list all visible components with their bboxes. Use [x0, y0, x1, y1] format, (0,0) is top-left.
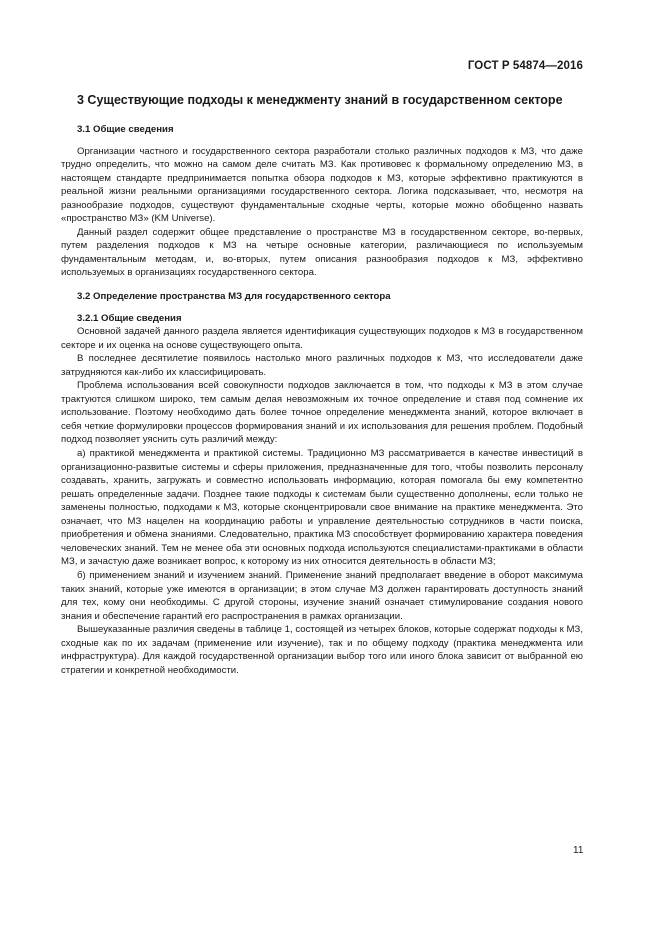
section-title: 3 Существующие подходы к менеджменту знаний в государственном секторе	[77, 93, 563, 107]
subsection-title-3-2: 3.2 Определение пространства МЗ для государственного сектора	[77, 291, 391, 303]
subsubsection-title-3-2-1: 3.2.1 Общие сведения	[77, 312, 182, 324]
paragraph: Данный раздел содержит общее представление о пространстве МЗ в государственном секторе, во-первых, путем разделения подходов к МЗ на четыре основные категории, различающиеся по используемым фундаментальным методам, и, во-вторых, путем описания разнообразия подходов к МЗ, эффективно используемых в организациях государственного сектора.	[61, 226, 583, 279]
standard-header: ГОСТ Р 54874—2016	[467, 60, 583, 72]
page-content	[61, 92, 583, 677]
paragraph: Проблема использования всей совокупности подходов заключается в том, что подходы к МЗ в этом случае трактуются слишком широко, тем самым делая невозможным их точное определение и ставя под сомнение их использование. Поэтому необходимо дать более точное определение менеджмента знаний, которое включает в себя четкие формулировки процессов формирования знаний и их использования для решения проблем. Подобный подход позволяет уяснить суть различий между:	[61, 380, 583, 446]
paragraph: Организации частного и государственного сектора разработали столько различных подходов к МЗ, что даже трудно определить, что можно на самом деле считать МЗ. Как противовес к формальному определению МЗ, в настоящем стандарте предпринимается попытка обзора подходов к МЗ, которые эффективно практикуются в реальной жизни реальными организациями государственного сектора. Логика подсказывает, что, несмотря на разнообразие подходов, существуют фундаментальные сходные черты, которые можно обобщенно назвать «пространство МЗ» (KM Universe).	[61, 145, 583, 225]
paragraph: Основной задачей данного раздела является идентификация существующих подходов к МЗ в государственном секторе и их оценка на основе существующего опыта.	[61, 326, 583, 351]
page-number: 11	[573, 845, 584, 856]
paragraph: Вышеуказанные различия сведены в таблице 1, состоящей из четырех блоков, которые содержат подходы к МЗ, сходные как по их задачам (применение или изучение), так и по общему подходу (практика менеджмента или инфраструктура). Для каждой государственной организации выбор того или иного блока зависит от выбранной ею стратегии и конкретной необходимости.	[61, 624, 583, 676]
list-item-a: а) практикой менеджмента и практикой системы. Традиционно МЗ рассматривается в качестве инвестиций в организационно-развитые системы и сферы приложения, предназначенные для того, чтобы позволить персоналу создавать, хранить, загружать и совместно использовать информацию, которая помогала бы ему компетентно решать определенные задачи. Позднее такие подходы к системам были существенно дополнены, если только не заменены полностью, подходами к МЗ, которые сконцентрировали свое внимание на практике менеджмента. Это означает, что МЗ нацелен на координацию работы и управление деятельностью сотрудников в части поиска, приобретения и обмена знаниями. Следовательно, практика МЗ способствует формированию характера поведения человеческих знаний. Тем не менее оба эти основных подхода используются специалистами-практиками в области МЗ, и зачастую даже возникает вопрос, к которому из них относится деятельность в области МЗ;	[61, 448, 583, 568]
subsection-title-3-1: 3.1 Общие сведения	[77, 124, 174, 135]
list-item-b: б) применением знаний и изучением знаний. Применение знаний предполагает введение в оборот максимума таких знаний, которые уже имеются в организации; в этом случае МЗ должен гарантировать доступность знаний для тех, кому они необходимы. С другой стороны, изучение знаний означает стимулирование создания нового знания и обеспечение гарантий его распространения в рамках организации.	[61, 569, 583, 622]
paragraph: В последнее десятилетие появилось настолько много различных подходов к МЗ, что исследователи даже затрудняются как-либо их классифицировать.	[61, 353, 583, 378]
